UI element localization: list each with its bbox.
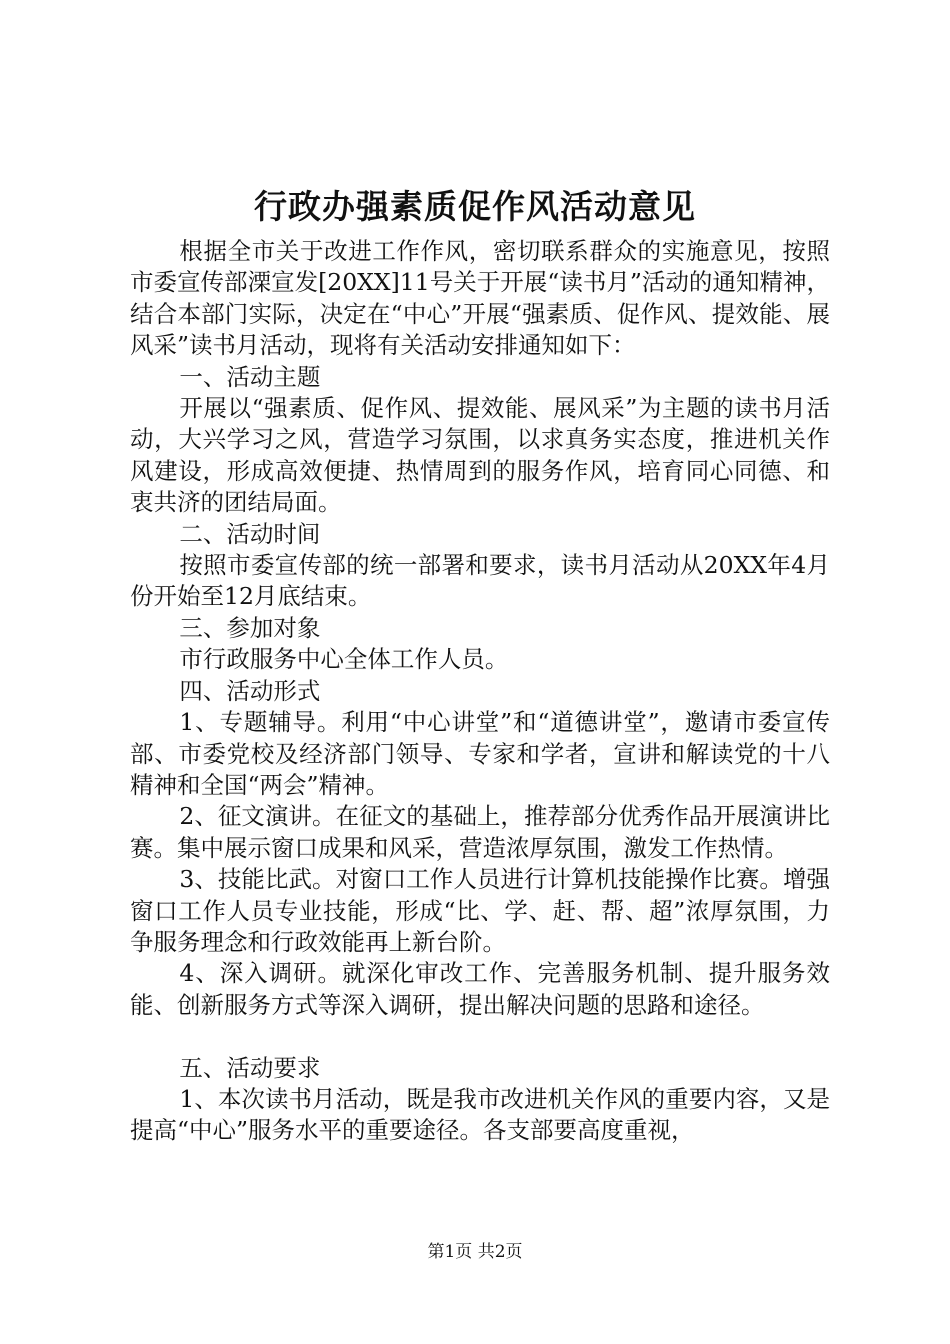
paragraph-form-4: 4、深入调研。就深化审改工作、完善服务机制、提升服务效能、创新服务方式等深入调研，提出解决问题的思路和途径。	[130, 959, 830, 1019]
paragraph-form-2: 2、征文演讲。在征文的基础上，推荐部分优秀作品开展演讲比赛。集中展示窗口成果和风采，营造浓厚氛围，激发工作热情。	[130, 802, 830, 862]
paragraph-theme: 开展以“强素质、促作风、提效能、展风采”为主题的读书月活动，大兴学习之风，营造学习氛围，以求真务实态度，推进机关作风建设，形成高效便捷、热情周到的服务作风，培育同心同德、和衷共济的团结局面。	[130, 394, 830, 517]
paragraph-form-3: 3、技能比武。对窗口工作人员进行计算机技能操作比赛。增强窗口工作人员专业技能，形成“比、学、赶、帮、超”浓厚氛围，力争服务理念和行政效能再上新台阶。	[130, 865, 830, 956]
section-heading-forms: 四、活动形式	[179, 676, 321, 705]
paragraph-form-1: 1、专题辅导。利用“中心讲堂”和“道德讲堂”，邀请市委宣传部、市委党校及经济部门领导、专家和学者，宣讲和解读党的十八精神和全国“两会”精神。	[130, 708, 830, 799]
section-heading-requirements: 五、活动要求	[179, 1053, 321, 1082]
section-heading-theme: 一、活动主题	[179, 362, 321, 391]
paragraph-requirement-1: 1、本次读书月活动，既是我市改进机关作风的重要内容，又是提高“中心”服务水平的重要途径。各支部要高度重视，	[130, 1084, 830, 1145]
document-title: 行政办强素质促作风活动意见	[254, 187, 696, 226]
paragraph-time: 按照市委宣传部的统一部署和要求，读书月活动从20XX年4月份开始至12月底结束。	[130, 551, 830, 611]
page-footer: 第1页 共2页	[427, 1242, 523, 1262]
paragraph-participants: 市行政服务中心全体工作人员。	[179, 645, 509, 674]
section-heading-time: 二、活动时间	[179, 519, 321, 548]
paragraph-intro: 根据全市关于改进工作作风，密切联系群众的实施意见，按照市委宣传部溧宣发[20XX]11号关于开展“读书月”活动的通知精神，结合本部门实际，决定在“中心”开展“强素质、促作风、提效能、展风采”读书月活动，现将有关活动安排通知如下：	[130, 237, 830, 360]
section-heading-participants: 三、参加对象	[179, 613, 321, 642]
document-body	[130, 236, 830, 1147]
